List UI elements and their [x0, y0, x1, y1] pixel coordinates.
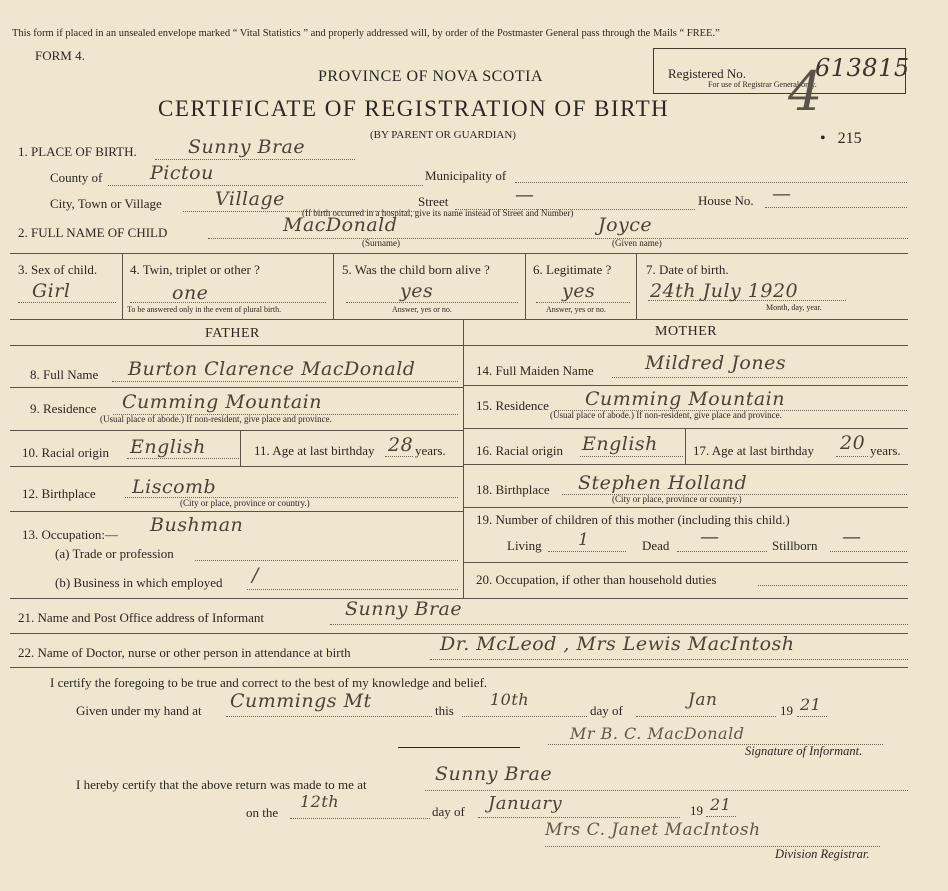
surname-note: (Surname): [362, 238, 400, 248]
father-heading: FATHER: [205, 326, 260, 341]
stillborn-label: Stillborn: [772, 538, 818, 553]
given-name-note: (Given name): [612, 238, 662, 248]
registrar-signature: Mrs C. Janet MacIntosh: [545, 820, 761, 840]
living-value: 1: [578, 530, 590, 550]
date-of-birth-label: 7. Date of birth.: [646, 262, 729, 277]
date-of-birth-note: Month, day, year.: [766, 303, 822, 312]
mother-occupation-label: 20. Occupation, if other than household duties: [476, 572, 717, 587]
registrar-statement: I hereby certify that the above return was made to me at: [76, 777, 367, 792]
father-name-label: 8. Full Name: [30, 367, 99, 382]
form-number: FORM 4.: [35, 48, 85, 63]
legitimate-value: yes: [562, 280, 596, 302]
mother-heading: MOTHER: [655, 324, 718, 339]
legitimate-label: 6. Legitimate ?: [533, 262, 612, 277]
mother-age-unit: years.: [870, 443, 901, 458]
father-name: Burton Clarence MacDonald: [128, 358, 416, 380]
corner-mark: 4: [788, 60, 823, 123]
father-residence-note: (Usual place of abode.) If non-resident, give place and province.: [100, 414, 332, 424]
house-number-label: House No.: [698, 193, 754, 208]
registrar-place: Sunny Brae: [435, 763, 553, 785]
informant-label: 21. Name and Post Office address of Informant: [18, 610, 264, 625]
mother-residence-note: (Usual place of abode.) If non-resident, give place and province.: [550, 410, 782, 420]
certify-year: 21: [800, 695, 822, 714]
postal-notice: This form if placed in an unsealed envelope marked “ Vital Statistics ” and properly addressed will, by order of the Postmaster General pass through the Mails “ FREE.”: [12, 28, 720, 39]
father-residence: Cumming Mountain: [122, 391, 322, 413]
child-surname: MacDonald: [283, 214, 398, 236]
registered-label: Registered No.: [668, 66, 746, 81]
registrar-day-of-label: day of: [432, 804, 465, 819]
mother-birthplace: Stephen Holland: [578, 472, 748, 494]
certify-day: 10th: [490, 690, 530, 709]
father-occupation-label: 13. Occupation:—: [22, 527, 119, 542]
born-alive-label: 5. Was the child born alive ?: [342, 262, 490, 277]
father-residence-label: 9. Residence: [30, 401, 97, 416]
mother-racial: English: [582, 433, 658, 455]
mother-age: 20: [840, 432, 866, 454]
street-label: Street: [418, 194, 449, 209]
certify-year-prefix: 19: [780, 703, 793, 718]
doctor-value: Dr. McLeod , Mrs Lewis MacIntosh: [440, 633, 795, 655]
father-age-label: 11. Age at last birthday: [254, 443, 375, 458]
father-birthplace: Liscomb: [132, 476, 217, 498]
informant-value: Sunny Brae: [345, 598, 463, 620]
house-number-value: —: [772, 183, 792, 205]
twin-label: 4. Twin, triplet or other ?: [130, 262, 260, 277]
municipality-label: Municipality of: [425, 168, 507, 183]
living-label: Living: [507, 538, 542, 553]
business-label: (b) Business in which employed: [55, 575, 223, 590]
children-count-label: 19. Number of children of this mother (including this child.): [476, 512, 790, 527]
sex-value: Girl: [32, 280, 71, 302]
informant-signature: Mr B. C. MacDonald: [570, 724, 745, 743]
dead-label: Dead: [642, 538, 670, 553]
registrar-day: 12th: [300, 792, 340, 811]
certify-month: Jan: [688, 690, 718, 710]
mother-birthplace-note: (City or place, province or country.): [612, 494, 742, 504]
given-under-hand-label: Given under my hand at: [76, 703, 202, 718]
registrar-signature-label: Division Registrar.: [775, 847, 870, 861]
mother-racial-label: 16. Racial origin: [476, 443, 564, 458]
sex-label: 3. Sex of child.: [18, 262, 98, 277]
registrar-month: January: [488, 793, 563, 814]
born-alive-value: yes: [400, 280, 434, 302]
father-racial: English: [130, 436, 206, 458]
father-racial-label: 10. Racial origin: [22, 445, 110, 460]
side-number-value: 215: [837, 130, 862, 147]
place-of-birth-value: Sunny Brae: [188, 136, 306, 158]
informant-signature-label: Signature of Informant.: [745, 744, 863, 758]
registered-note: For use of Registrar General only.: [708, 80, 817, 89]
twin-note: To be answered only in the event of plural birth.: [127, 305, 282, 314]
mother-residence: Cumming Mountain: [585, 388, 785, 410]
mother-age-label: 17. Age at last birthday: [693, 443, 814, 458]
registrar-year-prefix: 19: [690, 803, 703, 818]
province-heading: PROVINCE OF NOVA SCOTIA: [318, 68, 544, 85]
certify-statement: I certify the foregoing to be true and correct to the best of my knowledge and belief.: [50, 675, 488, 690]
place-of-birth-label: 1. PLACE OF BIRTH.: [18, 144, 137, 159]
registrar-year: 21: [710, 795, 732, 814]
registered-number: 613815: [815, 54, 910, 82]
mother-birthplace-label: 18. Birthplace: [476, 482, 550, 497]
dead-value: —: [700, 526, 720, 548]
mother-name-label: 14. Full Maiden Name: [476, 363, 594, 378]
child-given-name: Joyce: [598, 214, 653, 236]
father-occupation: Bushman: [150, 514, 244, 536]
county-value: Pictou: [150, 162, 214, 184]
page-title: CERTIFICATE OF REGISTRATION OF BIRTH: [158, 96, 670, 121]
doctor-label: 22. Name of Doctor, nurse or other person in attendance at birth: [18, 645, 351, 660]
hospital-note: (If birth occurred in a hospital, give its name instead of Street and Number): [302, 208, 574, 218]
city-label: City, Town or Village: [50, 196, 162, 211]
street-value: —: [515, 184, 535, 206]
this-label: this: [435, 703, 454, 718]
given-place: Cummings Mt: [230, 690, 372, 712]
mother-name: Mildred Jones: [645, 352, 787, 374]
born-alive-note: Answer, yes or no.: [392, 305, 452, 314]
side-number: • 215: [820, 130, 862, 147]
page-subtitle: (BY PARENT OR GUARDIAN): [370, 129, 516, 141]
trade-label: (a) Trade or profession: [55, 546, 174, 561]
twin-value: one: [172, 282, 209, 304]
father-age: 28: [388, 434, 414, 456]
stillborn-value: —: [842, 526, 862, 548]
date-of-birth-value: 24th July 1920: [650, 280, 799, 302]
child-name-label: 2. FULL NAME OF CHILD: [18, 225, 168, 240]
certify-day-of-label: day of: [590, 703, 623, 718]
father-birthplace-note: (City or place, province or country.): [180, 498, 310, 508]
business-value: /: [252, 564, 259, 586]
father-age-unit: years.: [415, 443, 446, 458]
mother-residence-label: 15. Residence: [476, 398, 549, 413]
city-value: Village: [215, 188, 285, 210]
father-birthplace-label: 12. Birthplace: [22, 486, 96, 501]
legitimate-note: Answer, yes or no.: [546, 305, 606, 314]
county-label: County of: [50, 170, 103, 185]
registrar-on-label: on the: [246, 805, 279, 820]
